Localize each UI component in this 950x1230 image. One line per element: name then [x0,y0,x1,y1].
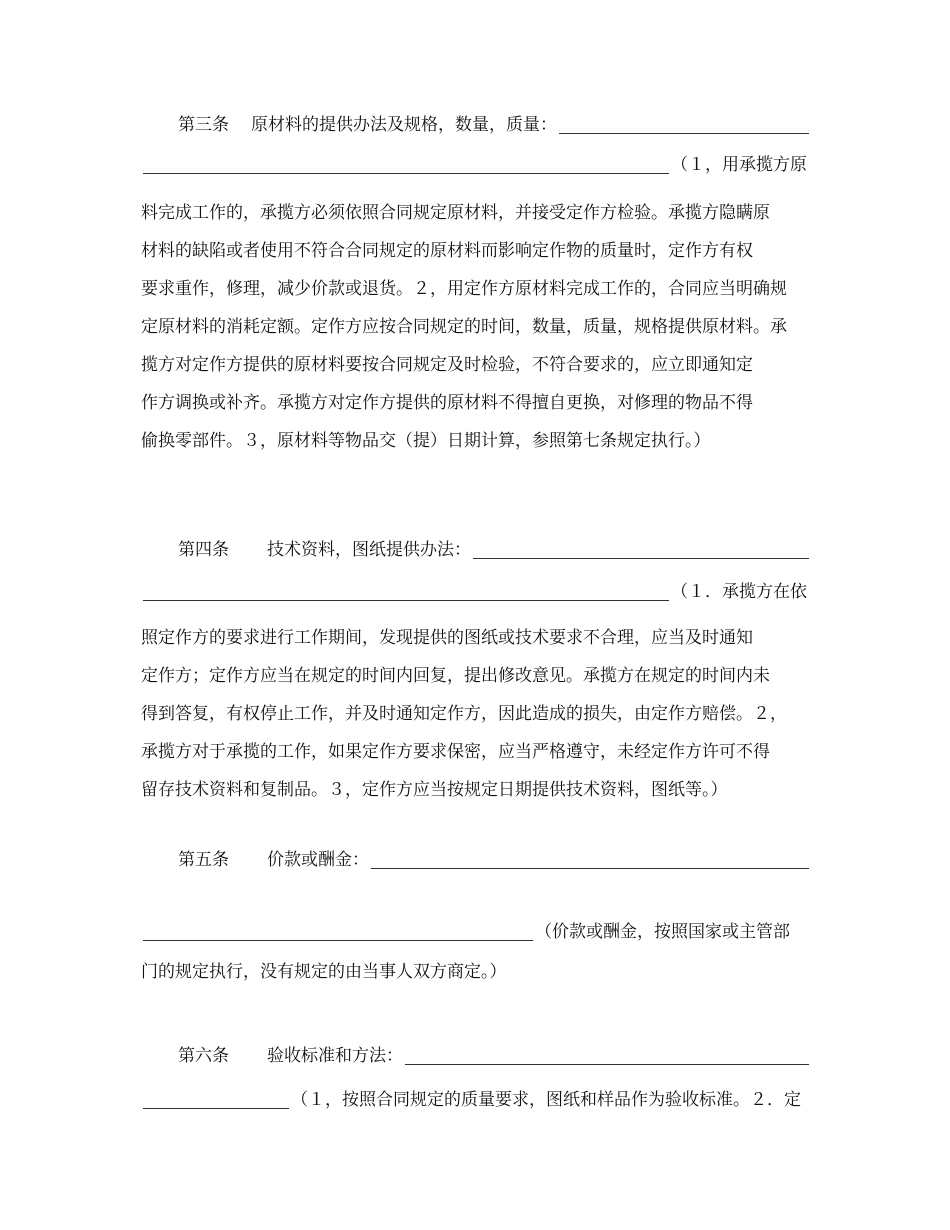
article-4-line-4: 承揽方对于承揽的工作，如果定作方要求保密，应当严格遵守，未经定作方许可不得 [141,742,770,762]
article-3-heading-line [178,108,811,142]
article-4-blank-2 [143,586,669,601]
article-3-blank-1 [559,119,809,134]
article-5-subject: 价款或酬金： [267,850,369,870]
article-3-note-first: （１，用承揽方原 [671,155,807,175]
article-6-note-line [141,1083,811,1117]
article-3-line-7: 偷换零部件。３，原材料等物品交（提）日期计算，参照第七条规定执行。） [141,431,711,451]
article-6-subject: 验收标准和方法： [267,1046,403,1066]
article-3-line-3: 要求重作，修理，减少价款或退货。２，用定作方原材料完成工作的，合同应当明确规 [141,279,787,299]
article-4-subject: 技术资料，图纸提供办法： [267,540,471,560]
article-5-blank-1 [371,854,809,869]
article-3-line-4: 定原材料的消耗定额。定作方应按合同规定的时间，数量，质量，规格提供原材料。承 [141,317,787,337]
article-6-heading-line [178,1039,811,1073]
article-6-note-first: （１，按照合同规定的质量要求，图纸和样品作为验收标准。２．定 [291,1090,801,1110]
article-4-heading: 第四条 [178,540,229,560]
article-6-heading: 第六条 [178,1046,229,1066]
article-4-line-2: 定作方；定作方应当在规定的时间内回复，提出修改意见。承揽方在规定的时间内未 [141,666,770,686]
article-3-line-1: 料完成工作的，承揽方必须依照合同规定原材料，并接受定作方检验。承揽方隐瞒原 [141,203,770,223]
article-4-blank-1 [473,544,809,559]
article-5-note-line [141,915,811,949]
article-3-line-6: 作方调换或补齐。承揽方对定作方提供的原材料不得擅自更换，对修理的物品不得 [141,393,753,413]
article-4-note-first: （１．承揽方在依 [671,582,807,602]
article-5-note-first: （价款或酬金，按照国家或主管部 [535,922,790,942]
article-5-heading-line [178,843,811,877]
article-4-line-3: 得到答复，有权停止工作，并及时通知定作方，因此造成的损失，由定作方赔偿。２， [141,704,787,724]
article-4-heading-line [178,533,811,567]
article-5-line-1: 门的规定执行，没有规定的由当事人双方商定。） [141,962,507,982]
article-6-blank-2 [143,1094,289,1109]
article-3-blank-2 [143,159,669,174]
article-4-line-5: 留存技术资料和复制品。３，定作方应当按规定日期提供技术资料，图纸等。） [141,780,728,800]
article-3-heading: 第三条 [178,115,229,135]
article-5-heading: 第五条 [178,850,229,870]
article-3-note-line [141,148,811,182]
article-6-blank-1 [405,1050,809,1065]
article-3-line-5: 揽方对定作方提供的原材料要按合同规定及时检验，不符合要求的，应立即通知定 [141,355,753,375]
article-3-subject: 原材料的提供办法及规格，数量，质量： [251,115,557,135]
article-5-blank-2 [143,926,533,941]
article-3-line-2: 材料的缺陷或者使用不符合合同规定的原材料而影响定作物的质量时，定作方有权 [141,241,753,261]
article-4-note-line [141,575,811,609]
article-4-line-1: 照定作方的要求进行工作期间，发现提供的图纸或技术要求不合理，应当及时通知 [141,628,753,648]
